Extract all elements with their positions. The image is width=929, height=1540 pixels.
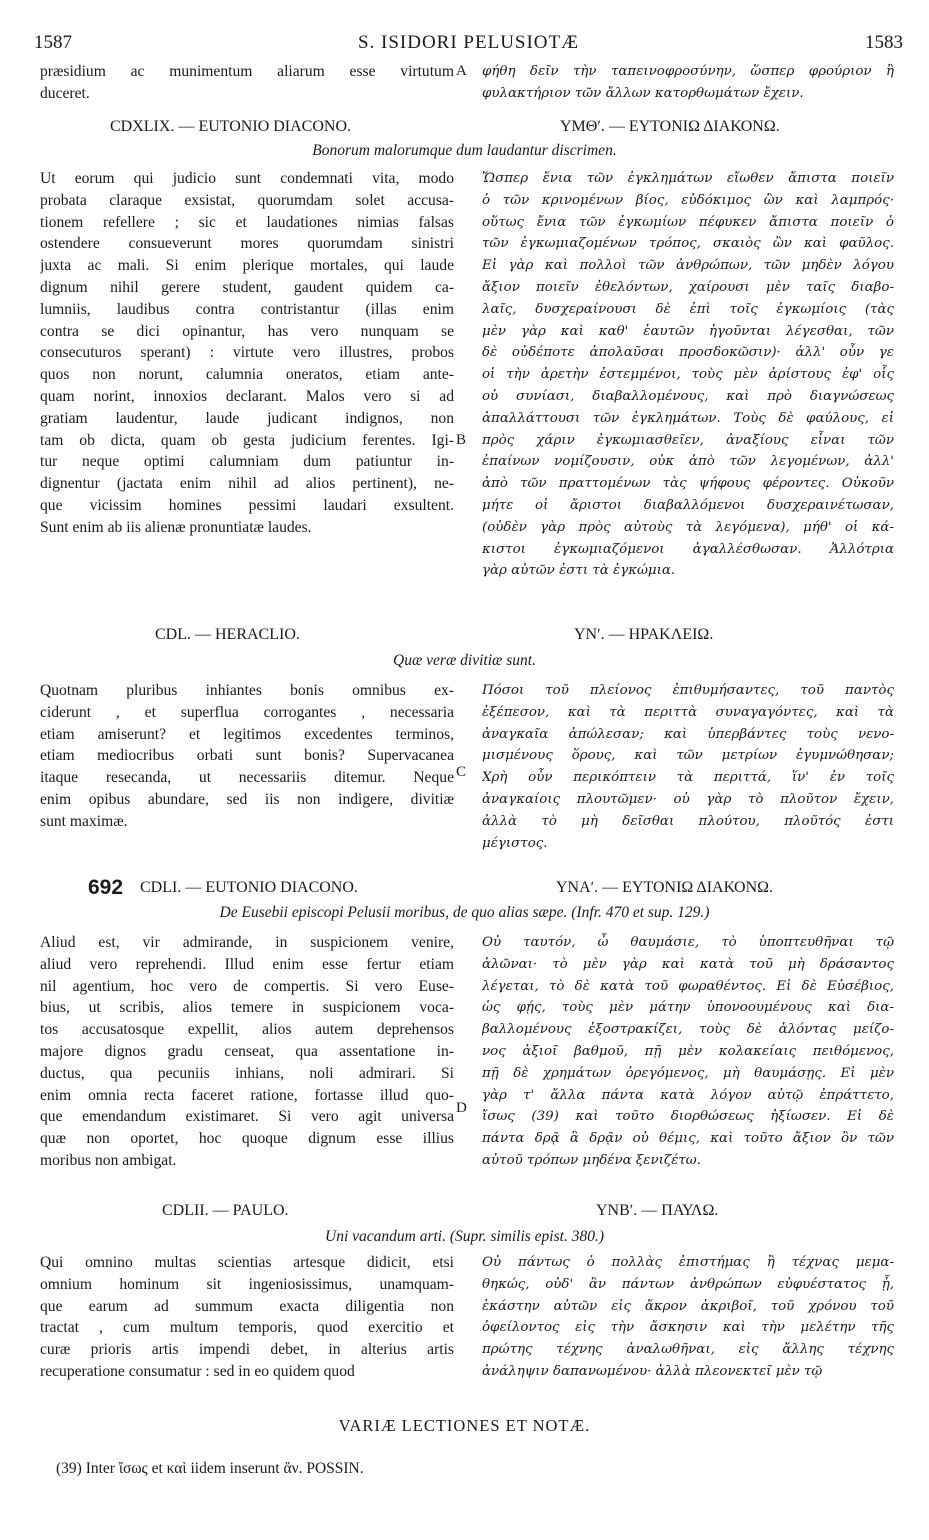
text-line: Ὥσπερ ἔνια τῶν ἐγκλημάτων εἴωθεν ἄπιστα ποιεῖν [482, 171, 894, 186]
text-line: πρὸς χάριν ἐγκωμιασθεῖεν, ἀναξίους εἶναι τῶν [482, 432, 894, 448]
letter-3-greek-title: ΥΝΑʹ. — ΕΥΤΟΝΙΩ ΔΙΑΚΟΝΩ. [556, 879, 774, 896]
text-line: φυλακτήριον τῶν ἄλλων κατορθωμάτων ἔχειν. [482, 85, 804, 101]
text-line: moribus non ambigat. [40, 1151, 177, 1169]
text-line: ἀπαλλάττουσι τῶν ἐγκλημάτων. Τοὺς δὲ φαύλους, εἰ [482, 410, 894, 426]
text-line: majore dignos gradu censeat, qua assentatione in- [40, 1042, 454, 1060]
text-line: βαλλομένους ἐξοστρακίζει, τοὺς δὲ ἁλόντας μείζο- [482, 1022, 894, 1038]
text-line: Χρὴ οὖν περικόπτειν τὰ περιττά, ἵν' ἐν τοῖς [482, 770, 894, 786]
text-line: quos non norunt, calumnia oneratos, etiam ante- [40, 366, 454, 384]
text-line: curæ prioris artis impendi debet, in alterius artis [40, 1341, 454, 1359]
text-line: enim omnia recta faceret ratione, fortasse illud quo- [40, 1086, 454, 1104]
running-title: S. ISIDORI PELUSIOTÆ [357, 32, 580, 53]
text-line: Qui omnino multas scientias artesque didicit, etsi [40, 1254, 454, 1271]
text-line: μὲν γὰρ καὶ καθ' ἑαυτῶν ἡγοῦνται λέγεσθαι, τῶν [482, 323, 894, 339]
text-line: Εἰ γὰρ καὶ πολλοὶ τῶν ἀνθρώπων, τῶν μηδὲν λόγου [482, 258, 894, 274]
letter-4-greek-text [482, 1252, 894, 1383]
text-line: dignentur (jactata enim nihil ad alios pertinent), ne- [40, 475, 454, 493]
text-line: δὲ οὐδέποτε ἀπολαῦσαι προσδοκῶσιν)· ἀλλ' οὖν γε [482, 345, 894, 361]
text-line: ἐπαίνων νομίζουσιν, οὐκ ἀπὸ τῶν λεγομένων, ἀλλ' [482, 454, 894, 470]
text-line: Quotnam pluribus inhiantes bonis omnibus ex- [40, 682, 454, 699]
text-line: enim opibus abundare, sed iis non indigere, divitiæ [40, 790, 454, 808]
letter-4-greek-title: ΥΝΒʹ. — ΠΑΥΛΩ. [596, 1202, 719, 1219]
letter-3-greek-text [482, 932, 894, 1172]
text-line: bius, ut scribis, alios temere in suspicionem voca- [40, 999, 454, 1017]
text-line: que vicissim homines pessimi laudari exsultent. [40, 496, 454, 514]
letter-3-latin-text [40, 932, 454, 1172]
margin-marker-b: B [456, 432, 467, 448]
letter-1-subtitle: Bonorum malorumque dum laudantur discrimen. [312, 142, 617, 159]
letter-4-subtitle: Uni vacandum arti. (Supr. similis epist. 380.) [325, 1228, 604, 1245]
text-line: tractat , cum multum temporis, quod exercitio et [40, 1319, 454, 1337]
letter-2-latin-text [40, 680, 454, 833]
text-line: ἀναγκαῖα ἀπώλεσαν; καὶ ὑπερβάντες τοὺς νενο- [482, 726, 894, 742]
text-line: Οὐ πάντως ὁ πολλὰς ἐπιστήμας ἢ τέχνας μεμα- [482, 1255, 894, 1270]
text-line: ἀλλὰ τὸ μὴ δεῖσθαι πλούτου, πλοῦτός ἐστι [482, 813, 894, 829]
margin-marker-a: A [456, 63, 467, 79]
text-line: πῇ δὲ χρημάτων ὀρεγόμενος, μὴ θαυμάσῃς. Εἰ μὲν [482, 1065, 894, 1081]
text-line: sunt maximæ. [40, 812, 128, 830]
letter-3-latin-title: CDLI. — EUTONIO DIACONO. [140, 879, 358, 896]
text-line: ὁ τῶν κρινομένων βίος, εὐδόκιμος ὢν καὶ λαμπρός· [482, 192, 894, 208]
intro-latin [40, 61, 454, 105]
margin-marker-d: D [456, 1100, 467, 1116]
letter-1-latin-title: CDXLIX. — EUTONIO DIACONO. [110, 118, 352, 135]
text-line: λέγεται, τὸ δὲ κατὰ τοῦ φωραθέντος. Εἰ δὲ Εὐσέβιος, [482, 978, 894, 994]
text-line: quam norint, innoxios declarant. Malos vero si ad [40, 387, 454, 405]
text-line: que earum ad summum exacta diligentia non [40, 1297, 454, 1315]
text-line: κιστοι ἐγκωμιαζόμενοι ἀγαλλέσθωσαν. Ἀλλότρια [482, 541, 894, 557]
footnote-39: (39) Inter ἴσως et καὶ iidem inserunt ἄν. POSSIN. [56, 1460, 364, 1477]
text-line: præsidium ac munimentum aliarum esse virtutum [40, 63, 454, 80]
text-line: ἑκάστην αὐτῶν εἰς ἄκρον ἀκριβοῖ, τοῦ χρόνου τοῦ [482, 1298, 894, 1314]
column-number: 692 [88, 876, 124, 899]
text-line: οἱ τὴν ἀρετὴν ἐστεμμένοι, τοὺς μὲν ἀρίστους ἐφ' οἷς [482, 367, 894, 383]
text-line: nil agentium, hoc vero de compertis. Si vero Euse- [40, 977, 454, 995]
text-line: φήθη δεῖν τὴν ταπεινοφροσύνην, ὥσπερ φρούριον ἢ [482, 64, 894, 79]
text-line: aliud vero reprehendi. Illud enim esse fertur etiam [40, 955, 454, 973]
text-line: νος ἀξιοῖ βαθμοῦ, πῇ μὲν κολακείαις πειθόμενος, [482, 1043, 894, 1059]
text-line: tur neque optimi calumniam dum patiuntur in- [40, 453, 454, 471]
text-line: tionem refellere ; sic et laudationes nimias falsas [40, 213, 454, 231]
text-line: ostendere consueverunt mores quorumdam sinistri [40, 235, 454, 253]
text-line: ὀφείλοντος εἰς τὴν ἄσκησιν καὶ τὴν μελέτην τῆς [482, 1320, 894, 1336]
text-line: etiam amiserunt? et legitimos excedentes terminos, [40, 725, 454, 743]
letter-4-latin-title: CDLII. — PAULO. [162, 1202, 289, 1219]
text-line: ἁλῶναι· τὸ μὲν γὰρ καὶ κατὰ τοῦ μὴ δράσαντος [482, 956, 894, 972]
left-page-number: 1587 [34, 32, 72, 53]
letter-4-latin-text [40, 1252, 454, 1383]
text-line: omnium hominum sit ingeniosissimus, unamquam- [40, 1275, 454, 1293]
text-line: γὰρ αὐτῶν ἐστι τὰ ἐγκώμια. [482, 563, 676, 579]
margin-marker-c: C [456, 764, 467, 780]
letter-1-greek-text [482, 168, 894, 582]
text-line: recuperatione consumatur : sed in eo quidem quod [40, 1362, 355, 1380]
text-line: duceret. [40, 84, 90, 102]
letter-2-greek-text [482, 680, 894, 854]
text-line: quæ non oportet, hoc quoque dignum esse illius [40, 1130, 454, 1148]
letter-1-latin-text [40, 168, 454, 539]
text-line: αὐτοῦ τρόπων μηδένα ξενιζέτω. [482, 1152, 701, 1168]
text-line: πρώτης τέχνης ἀναλωθῆναι, εἰς ἄλλης τέχνης [482, 1342, 894, 1358]
text-line: lumniis, laudibus contra contristantur (illas enim [40, 300, 454, 318]
running-header [34, 32, 903, 60]
text-line: ductus, qua pecuniis inhians, noli admirari. Si [40, 1064, 454, 1082]
text-line: que emendandum existimaret. Si vero agit universa [40, 1108, 454, 1126]
text-line: tam ob dicta, quam ob gesta judicium ferentes. Igi- [40, 431, 454, 449]
text-line: θηκώς, οὐδ' ἂν πάντων ἀνθρώπων εὐφυέστατος ᾖ, [482, 1276, 894, 1292]
text-line: ἴσως (39) καὶ τοῦτο διορθώσεως ἠξίωσεν. Εἰ δὲ [482, 1109, 894, 1125]
text-line: ἀνάληψιν δαπανωμένου· ἀλλὰ πλεονεκτεῖ μὲν τῷ [482, 1363, 823, 1379]
text-line: contra se dici opinantur, has vero nunquam se [40, 322, 454, 340]
letter-2-subtitle: Quæ veræ divitiæ sunt. [393, 652, 536, 669]
text-line: Οὐ ταυτόν, ὦ θαυμάσιε, τὸ ὑποπτευθῆναι τῷ [482, 935, 894, 950]
text-line: οὕτως ἔνια τῶν ἐγκωμίων πέφυκεν ἄπιστα ποιεῖν ὁ [482, 214, 894, 230]
text-line: μισμένους ὅρους, καὶ τῶν μετρίων ἐγυμνώθησαν; [482, 748, 894, 764]
intro-greek [482, 61, 894, 105]
text-line: ἀναγκαίοις πλουτῶμεν· οὐ γὰρ τὸ πλοῦτον ἔχειν, [482, 791, 894, 807]
text-line: Ut eorum qui judicio sunt condemnati vita, modo [40, 170, 454, 187]
text-line: gratiam laudentur, laude judicant indignos, non [40, 409, 454, 427]
text-line: γὰρ τ' ἄλλα πάντα κατὰ λόγον αὐτῷ ἐπράττετο, [482, 1087, 894, 1103]
text-line: τῶν ἐγκωμιαζομένων τρόπος, σκαιὸς ὢν καὶ φαῦλος. [482, 236, 894, 252]
text-line: consecuturos sperant) : virtute vero illustres, probos [40, 344, 454, 362]
letter-3-subtitle: De Eusebii episcopi Pelusii moribus, de quo alias sæpe. (Infr. 470 et sup. 129.) [219, 904, 710, 921]
text-line: ἀπὸ τῶν πραττομένων τὰς ψήφους φέροντες. Οὐκοῦν [482, 476, 894, 492]
text-line: μέγιστος. [482, 835, 548, 851]
letter-1-greek-title: ΥΜΘʹ. — ΕΥΤΟΝΙΩ ΔΙΑΚΟΝΩ. [560, 118, 780, 135]
right-page-number: 1583 [865, 32, 903, 53]
text-line: ἐξέπεσον, καὶ τὰ περιττὰ συναγαγόντες, καὶ τὰ [482, 704, 894, 720]
text-line: ἄξιον ποιεῖν ἐθελόντων, χαίρουσι μὲν ταῖς διαβο- [482, 279, 894, 295]
text-line: probata claraque exsistat, quorumdam solet accusa- [40, 191, 454, 209]
text-line: dignum nihil gerere student, gaudent quidem ca- [40, 278, 454, 296]
text-line: Aliud est, vir admirande, in suspicionem venire, [40, 934, 454, 951]
text-line: λαῖς, δυσχεραίνουσι δὲ ἐπὶ τοῖς ἐγκωμίοις (τὰς [482, 301, 894, 317]
letter-2-greek-title: ΥΝʹ. — ΗΡΑΚΛΕΙΩ. [574, 626, 714, 643]
text-line: tos accusatosque expellit, alios autem deprehensos [40, 1021, 454, 1039]
text-line: πάντα δρᾷ ἃ δρᾷν οὐ θέμις, καὶ τοῦτο ἄξιον ὂν τῶν [482, 1131, 894, 1147]
text-line: μήτε οἱ ἄριστοι διαβαλλόμενοι δυσχεραινέτωσαν, [482, 497, 894, 513]
notes-heading: VARIÆ LECTIONES ET NOTÆ. [338, 1416, 591, 1435]
text-line: Sunt enim ab iis alienæ pronuntiatæ laudes. [40, 518, 312, 536]
text-line: ὡς φῄς, τοὺς μὲν μάτην ὑπονοουμένους καὶ δια- [482, 1000, 894, 1016]
letter-2-latin-title: CDL. — HERACLIO. [155, 626, 300, 643]
text-line: juxta ac mali. Si enim plerique mortales, qui laude [40, 257, 454, 275]
text-line: itaque resecanda, ut necessariis ditemur. Neque [40, 769, 454, 787]
text-line: (οὐδὲν γὰρ πρὸς αὐτοὺς τὰ λεγόμενα), μήθ' οἱ κά- [482, 519, 894, 535]
text-line: ciderunt , et superflua corrogantes , necessaria [40, 703, 454, 721]
text-line: Πόσοι τοῦ πλείονος ἐπιθυμήσαντες, τοῦ παντὸς [482, 683, 894, 698]
text-line: etiam mediocribus orbati sunt bonis? Supervacanea [40, 747, 454, 765]
text-line: οὐ συνίασι, διαβαλλομένους, καὶ πρὸ διαγνώσεως [482, 388, 894, 404]
